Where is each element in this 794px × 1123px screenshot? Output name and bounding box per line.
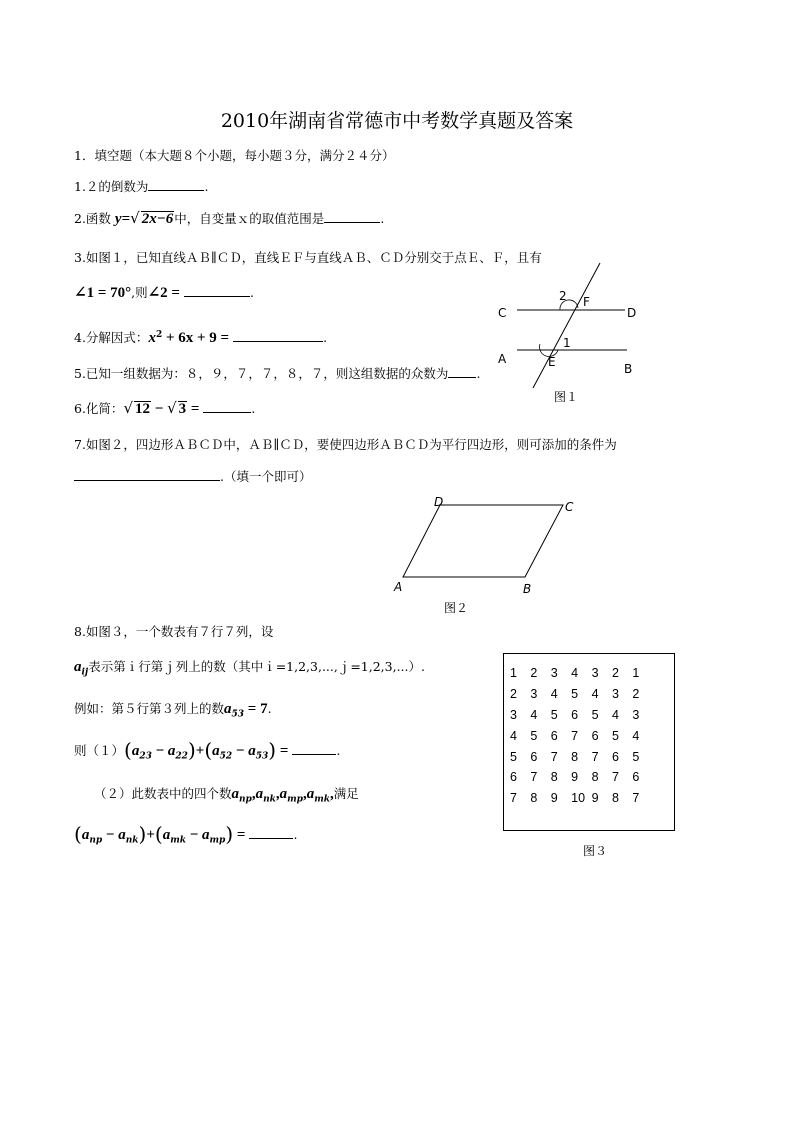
table-cell: 4 (591, 687, 599, 702)
q6-end: . (251, 401, 256, 416)
table-row (510, 725, 653, 746)
q8-sub: 52 (219, 751, 233, 762)
q8-var: a (255, 786, 264, 802)
question-2 (74, 210, 384, 227)
q2-pre: 2.函数 (74, 211, 115, 226)
q8-var: a (81, 827, 90, 843)
label-f: F (583, 295, 590, 309)
figure-2-caption: 图２ (444, 601, 469, 615)
table-cell: 8 (571, 749, 579, 764)
q4-pre: 4.分解因式： (74, 330, 149, 346)
table-row (510, 746, 653, 767)
table-cell: 4 (611, 707, 619, 722)
q8-sub: 23 (139, 751, 152, 762)
q8-aij-sub: ij (81, 667, 89, 678)
q8-example-pre: 例如：第５行第３列上的数 (74, 701, 225, 716)
table-cell: 7 (510, 791, 517, 806)
q8-part2-post: 满足 (333, 786, 359, 801)
q3-ask: ∠2 = (147, 285, 180, 301)
table-cell: 8 (611, 791, 619, 806)
sqrt-icon: √ (130, 209, 140, 227)
q4-end: . (323, 330, 328, 346)
q8-var: a (279, 786, 288, 802)
table-cell: 6 (510, 770, 517, 785)
question-7-line2 (74, 468, 311, 485)
label-b: B (523, 582, 532, 596)
q6-eq: = (187, 401, 200, 417)
table-cell: 7 (571, 728, 579, 743)
question-8-line2 (74, 659, 425, 681)
answer-blank[interactable] (203, 400, 251, 413)
table-cell: 4 (510, 728, 517, 743)
q8-var: a (231, 786, 240, 802)
table-cell: 7 (550, 749, 558, 764)
table-cell: 5 (550, 707, 558, 722)
table-row (510, 788, 653, 809)
table-cell: 5 (510, 749, 517, 764)
q8-var: a (248, 743, 256, 759)
q2-eq: = (121, 211, 131, 227)
q8-example-a: a (224, 701, 232, 717)
table-cell: 6 (591, 728, 599, 743)
q8-sub: mp (287, 794, 303, 805)
q8-var: a (306, 786, 315, 802)
q4-x: x (148, 330, 156, 347)
figure-2 (390, 495, 590, 620)
label-b: B (624, 362, 633, 376)
table-row (510, 684, 653, 705)
answer-blank[interactable] (448, 365, 476, 378)
question-8-part1: 则$(1)(a_{23} - a_{22})+(a_{52} - a_{53})$ = . (74, 738, 341, 762)
table-cell: 3 (510, 707, 517, 722)
q2-post: 中，自变量ｘ的取值范围是 (174, 211, 325, 226)
q2-y: y (114, 211, 122, 227)
answer-blank[interactable] (233, 329, 323, 342)
number-table (510, 663, 653, 809)
q8-sub: np (89, 835, 103, 846)
table-cell: 8 (530, 791, 538, 806)
table-cell: 1 (510, 666, 517, 681)
q8-example-end: . (267, 701, 272, 716)
table-cell: 10 (571, 791, 586, 806)
table-cell: 3 (591, 666, 599, 681)
q8-example-val: = 7 (244, 701, 268, 717)
page-title: 2010年湖南省常德市中考数学真题及答案 (220, 110, 574, 132)
question-3-line2 (74, 284, 254, 301)
table-cell: 6 (530, 749, 538, 764)
table-cell: 2 (530, 666, 538, 681)
q8-example-sub: 53 (231, 709, 245, 720)
q3-given: ∠1 = 70° (74, 285, 132, 301)
q8-sub: 53 (255, 751, 269, 762)
table-cell: 2 (632, 687, 640, 702)
table-cell: 9 (571, 770, 579, 785)
answer-blank[interactable] (74, 468, 220, 481)
q8-var: a (202, 827, 210, 843)
q8-sub: np (239, 794, 252, 805)
table-cell: 2 (510, 687, 517, 702)
label-a: A (394, 580, 403, 594)
table-cell: 8 (550, 770, 558, 785)
question-8-part2-expr: $(a_{np} - a_{nk})+(a_{mk} - a_{mp})$ = . (74, 822, 298, 846)
question-7: 7.如图２，四边形ＡＢＣＤ中，ＡＢ∥ＣＤ，要使四边形ＡＢＣＤ为平行四边形，则可添加的条件为 (74, 437, 617, 452)
q8-end: . (336, 743, 341, 758)
q8-part2-eq: = (233, 827, 246, 843)
q2-radicand: 2x−6 (141, 211, 174, 227)
figure-3-caption: 图３ (583, 844, 608, 858)
q4-expr: + 6x + 9 = (162, 330, 230, 347)
table-cell: 8 (591, 770, 599, 785)
table-cell: 4 (571, 666, 579, 681)
question-5 (74, 365, 480, 382)
q3-end: . (249, 285, 254, 300)
q8-part2-pre: （２）此数表中的四个数 (94, 786, 232, 801)
table-cell: 3 (611, 687, 619, 702)
sqrt-icon: √ (167, 399, 177, 417)
table-cell: 9 (591, 791, 599, 806)
q1-text: 1.２的倒数为 (74, 179, 149, 194)
question-8-example (74, 701, 272, 723)
label-angle-2: 2 (559, 289, 567, 303)
q8-sub: nk (263, 794, 276, 805)
label-d: D (434, 495, 444, 509)
q6-pre: 6.化简： (74, 401, 124, 416)
q8-var: a (162, 827, 171, 843)
q6-r1: 12 (135, 401, 150, 417)
figure-1-caption: 图１ (554, 390, 579, 404)
label-angle-1: 1 (563, 336, 571, 350)
q3-then: ,则 (131, 285, 148, 300)
table-cell: 6 (632, 770, 640, 785)
table-row (510, 767, 653, 788)
table-cell: 6 (611, 749, 619, 764)
q8-var: a (118, 827, 126, 843)
q4-exp: 2 (155, 330, 163, 340)
table-cell: 3 (550, 666, 558, 681)
table-cell: 5 (632, 749, 640, 764)
question-4 (74, 327, 327, 346)
label-d: D (627, 306, 637, 320)
table-cell: 9 (550, 791, 558, 806)
table-cell: 4 (632, 728, 640, 743)
table-cell: 4 (530, 707, 538, 722)
table-cell: 3 (530, 687, 538, 702)
answer-blank[interactable] (184, 284, 250, 297)
label-a: A (498, 352, 507, 366)
sqrt-icon: √ (123, 399, 133, 417)
table-cell: 5 (591, 707, 599, 722)
table-cell: 4 (550, 687, 558, 702)
question-8: 8.如图３，一个数表有７行７列，设 (74, 624, 274, 639)
table-cell: 7 (632, 791, 640, 806)
q8-sub: mk (170, 835, 186, 846)
answer-blank[interactable] (148, 178, 204, 191)
label-c: C (498, 306, 507, 320)
q8-end: . (293, 827, 298, 842)
table-cell: 2 (611, 666, 619, 681)
answer-blank[interactable] (249, 826, 293, 839)
table-cell: 6 (550, 728, 558, 743)
table-cell: 1 (632, 666, 640, 681)
q8-sub: 22 (175, 751, 188, 762)
table-row (510, 705, 653, 726)
question-6 (74, 400, 255, 417)
q5-end: . (476, 366, 481, 381)
question-3: 3.如图１，已知直线ＡＢ∥ＣＤ，直线ＥＦ与直线ＡＢ、ＣＤ分别交于点Ｅ、Ｆ，且有 (74, 250, 542, 265)
figure-3-table-box (503, 653, 675, 831)
q1-end: . (204, 179, 209, 194)
question-1 (74, 178, 208, 195)
answer-blank[interactable] (292, 742, 336, 755)
q8-var: a (212, 743, 220, 759)
section-heading: 1．填空题（本大题８个小题，每小题３分，满分２４分） (74, 148, 395, 163)
q8-aij: a (74, 659, 82, 675)
q8-sub: mp (209, 835, 226, 846)
table-cell: 5 (530, 728, 538, 743)
table-cell: 5 (571, 687, 579, 702)
parallelogram (403, 505, 563, 577)
label-c: C (565, 500, 574, 514)
table-cell: 3 (632, 707, 640, 722)
table-cell: 7 (591, 749, 599, 764)
line-ef (533, 263, 600, 388)
q2-end: . (380, 211, 385, 226)
figure-2-svg (390, 495, 590, 595)
q7-end: .（填一个即可） (220, 469, 312, 484)
figure-1 (490, 260, 650, 410)
q8-part1-eq: = (276, 743, 289, 759)
question-8-part2: （２）此数表中的四个数$a_{np},a_{nk},a_{mp},a_{mk}$,满足 (94, 786, 359, 805)
q8-part1-pre: 则（１） (74, 743, 125, 758)
table-cell: 7 (611, 770, 619, 785)
q8-var: a (131, 743, 140, 759)
table-row (510, 663, 653, 684)
q8-line2: 表示第ｉ行第ｊ列上的数（其中ｉ=1,2,3,...,ｊ=1,2,3,...）. (88, 659, 425, 674)
q8-sub: nk (125, 835, 139, 846)
q8-sub: mk (314, 794, 330, 805)
q6-minus: − (151, 401, 168, 417)
label-e: E (548, 355, 556, 369)
table-cell: 6 (571, 707, 579, 722)
table-cell: 7 (530, 770, 538, 785)
q8-var: a (167, 743, 176, 759)
table-cell: 5 (611, 728, 619, 743)
answer-blank[interactable] (324, 210, 380, 223)
q5-text: 5.已知一组数据为：８，９，７，７，８，７，则这组数据的众数为 (74, 366, 449, 381)
q6-r2: 3 (178, 401, 187, 417)
